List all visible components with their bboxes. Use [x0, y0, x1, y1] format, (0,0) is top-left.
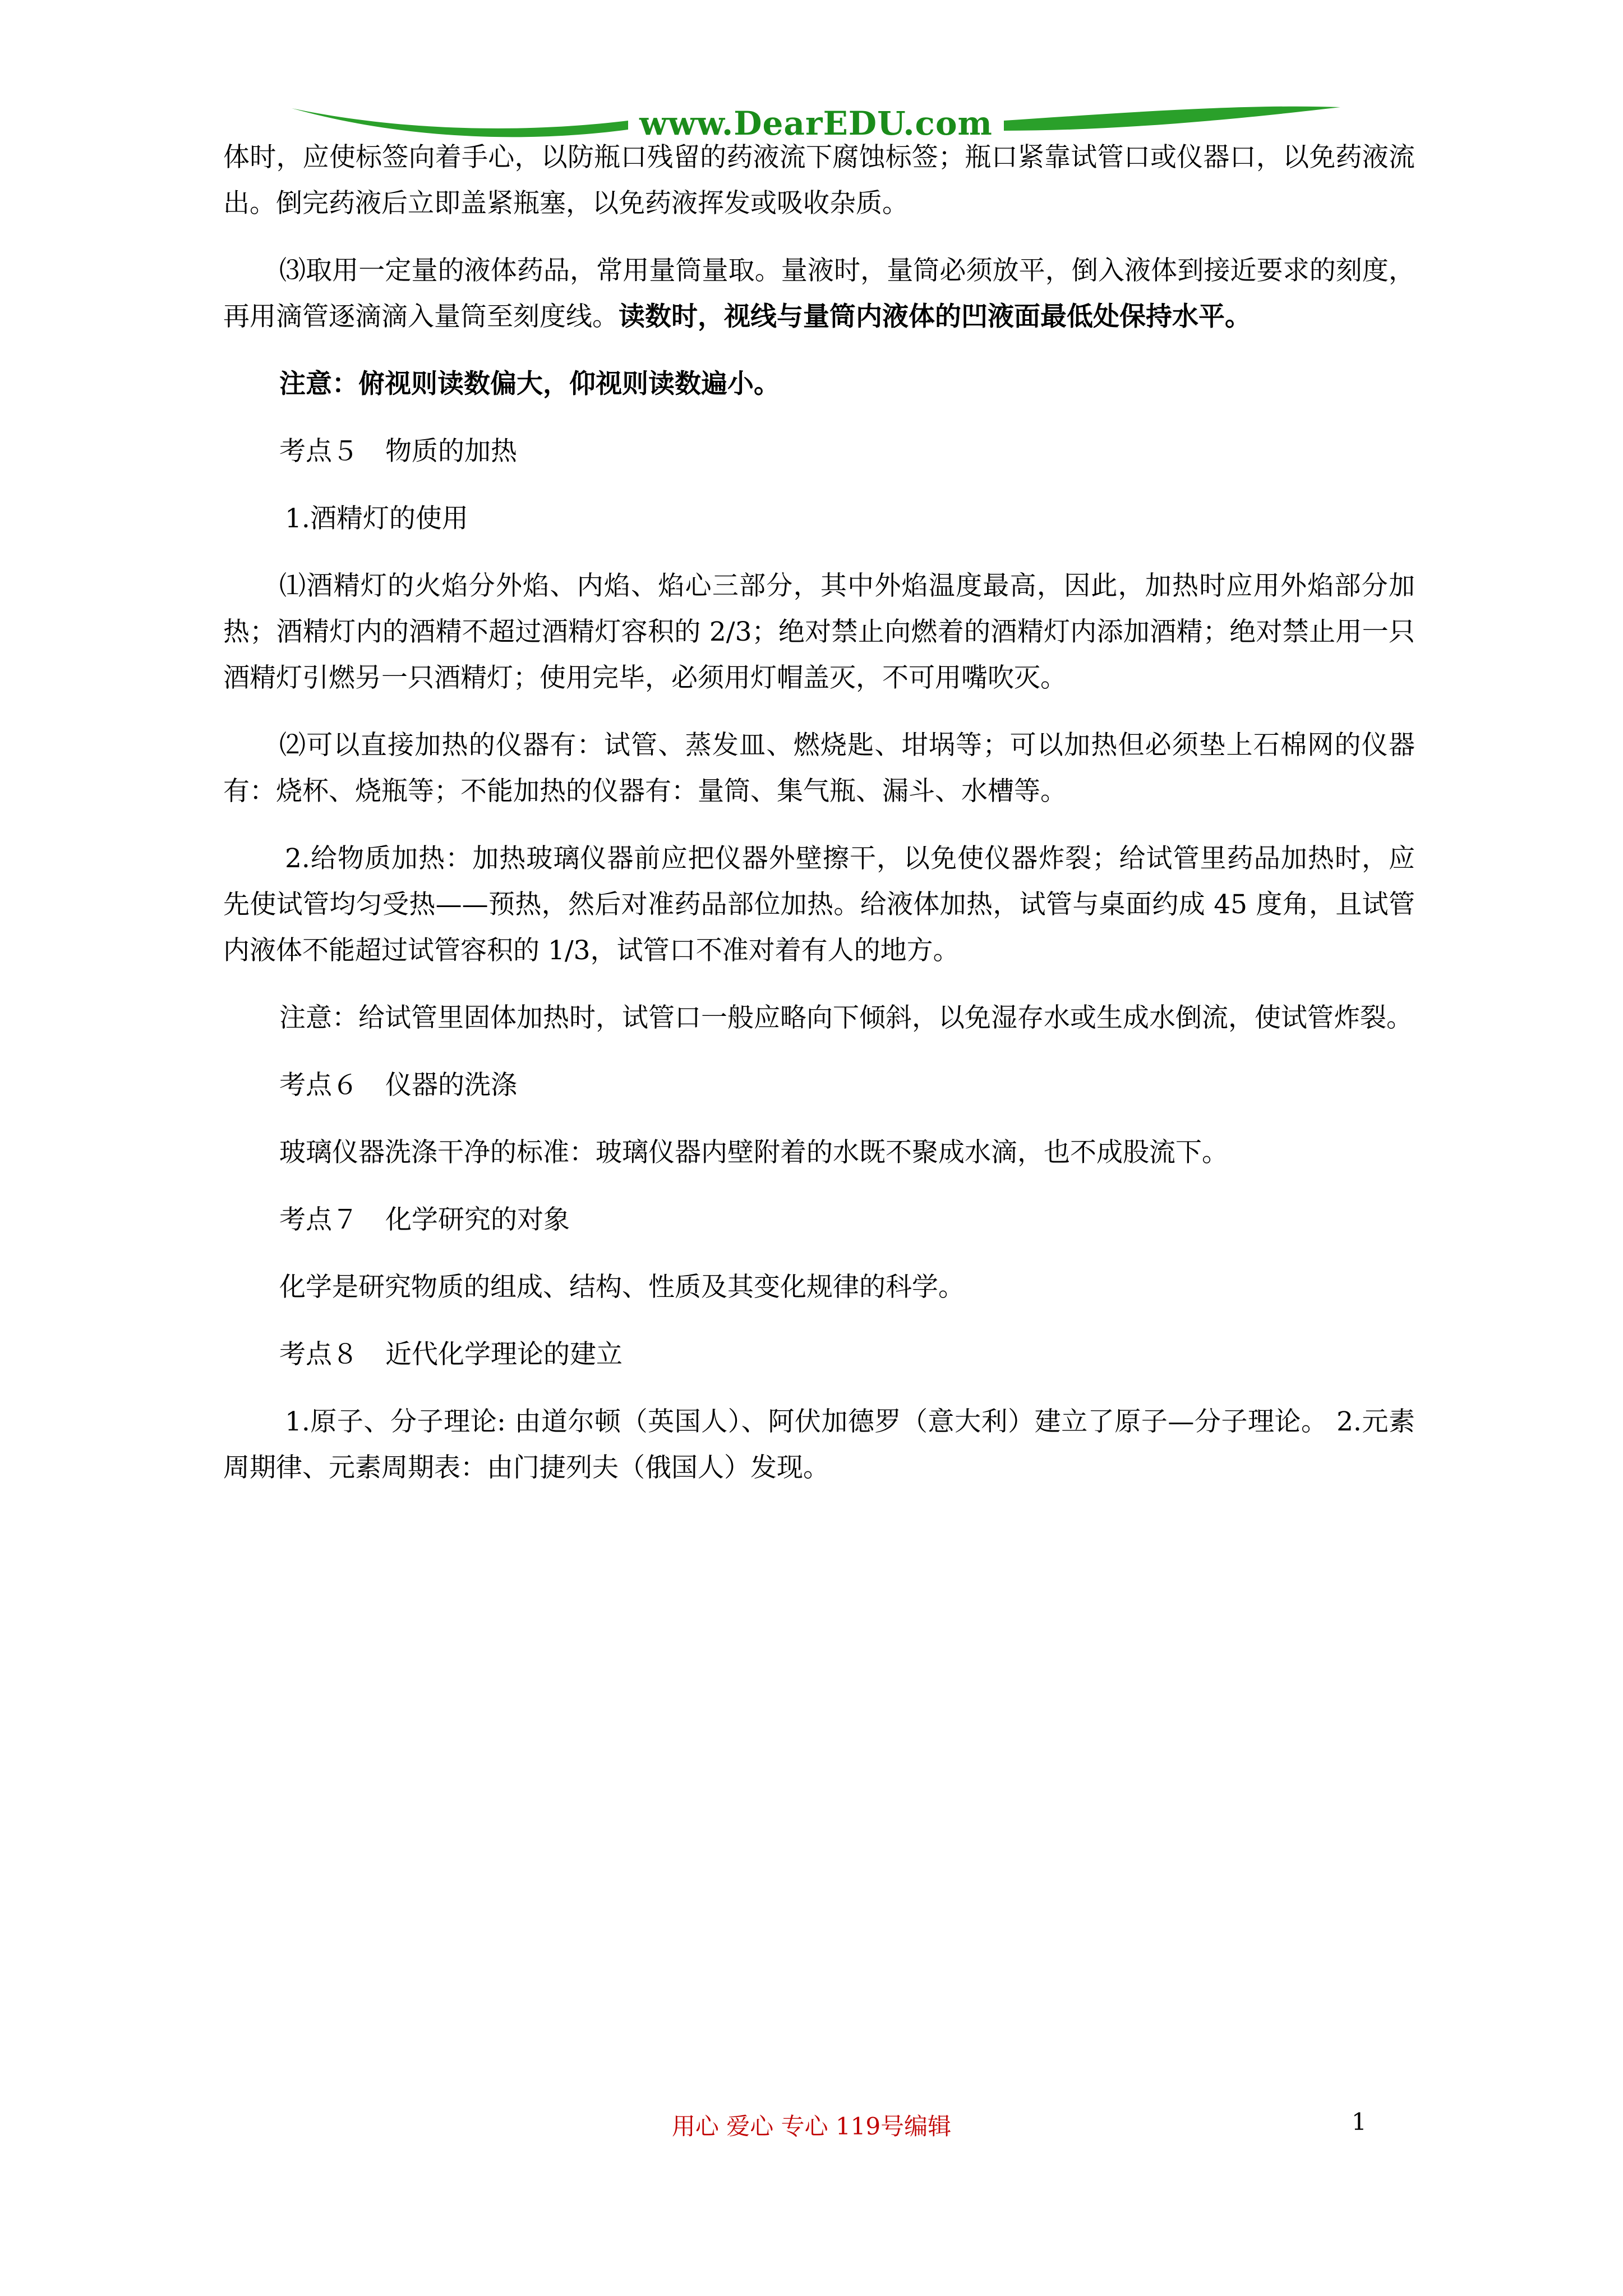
paragraph-continued: 体时，应使标签向着手心，以防瓶口残留的药液流下腐蚀标签；瓶口紧靠试管口或仪器口，以免药液流出。倒完药液后立即盖紧瓶塞，以免药液挥发或吸收杂质。: [223, 142, 1415, 219]
section-label: 考点６: [279, 1070, 358, 1101]
section-heading-kp5: [223, 429, 1415, 475]
section-title: 仪器的洗涤: [385, 1070, 517, 1101]
paragraph-alcohol-lamp: ⑴酒精灯的火焰分外焰、内焰、焰心三部分，其中外焰温度最高，因此，加热时应用外焰部分加热；酒精灯内的酒精不超过酒精灯容积的 2/3；绝对禁止向燃着的酒精灯内添加酒精；绝对禁止用一只酒精灯引燃另一只酒精灯；使用完毕，必须用灯帽盖灭，不可用嘴吹灭。: [223, 570, 1415, 693]
paragraph-modern-theory: 1.原子、分子理论: 由道尔顿（英国人）、阿伏加德罗（意大利）建立了原子—分子理论。 2.元素周期律、元素周期表：由门捷列夫（俄国人）发现。: [223, 1406, 1415, 1483]
paragraph-measuring-liquid: [223, 248, 1415, 340]
section-title: 物质的加热: [385, 436, 517, 467]
note-solid-heating: 注意：给试管里固体加热时，试管口一般应略向下倾斜，以免湿存水或生成水倒流，使试管炸裂。: [279, 1002, 1413, 1033]
page-number: 1: [1352, 2108, 1367, 2136]
subheading-alcohol-lamp: 1.酒精灯的使用: [285, 503, 468, 534]
section-heading-kp6: [223, 1062, 1415, 1108]
section-label: 考点８: [279, 1339, 358, 1370]
document-body: [223, 135, 1415, 1512]
paragraph-heating-substances: 2.给物质加热：加热玻璃仪器前应把仪器外壁擦干，以免使仪器炸裂；给试管里药品加热时，应先使试管均匀受热——预热，然后对准药品部位加热。给液体加热，试管与桌面约成 45 度角，且试管内液体不能超过试管容积的 1/3，试管口不准对着有人的地方。: [223, 843, 1415, 966]
section-title: 化学研究的对象: [385, 1204, 570, 1235]
section-label: 考点５: [279, 436, 358, 467]
site-title[interactable]: www.DearEDU.com: [639, 104, 993, 142]
paragraph-emphasis: 读数时，视线与量筒内液体的凹液面最低处保持水平。: [619, 301, 1251, 332]
paragraph-chemistry-definition: 化学是研究物质的组成、结构、性质及其变化规律的科学。: [279, 1272, 965, 1303]
paragraph-text: ⑶取用一定量的液体药品，常用量筒量取。量液时，量筒必须放平，倒入液体到接近要求的刻度，再用滴管逐滴滴入量筒至刻度线。: [223, 255, 1415, 332]
footer-text: 用心 爱心 专心 119号编辑: [671, 2113, 952, 2140]
paragraph-heating-instruments: ⑵可以直接加热的仪器有：试管、蒸发皿、燃烧匙、坩埚等；可以加热但必须垫上石棉网的仪器有：烧杯、烧瓶等；不能加热的仪器有：量筒、集气瓶、漏斗、水槽等。: [223, 730, 1415, 807]
section-heading-kp8: [223, 1332, 1415, 1378]
section-title: 近代化学理论的建立: [385, 1339, 623, 1370]
section-heading-kp7: [223, 1197, 1415, 1243]
section-label: 考点７: [279, 1204, 358, 1235]
paragraph-washing-standard: 玻璃仪器洗涤干净的标准：玻璃仪器内壁附着的水既不聚成水滴，也不成股流下。: [279, 1137, 1228, 1168]
note-reading: 注意：俯视则读数偏大，仰视则读数遍小。: [279, 369, 780, 399]
